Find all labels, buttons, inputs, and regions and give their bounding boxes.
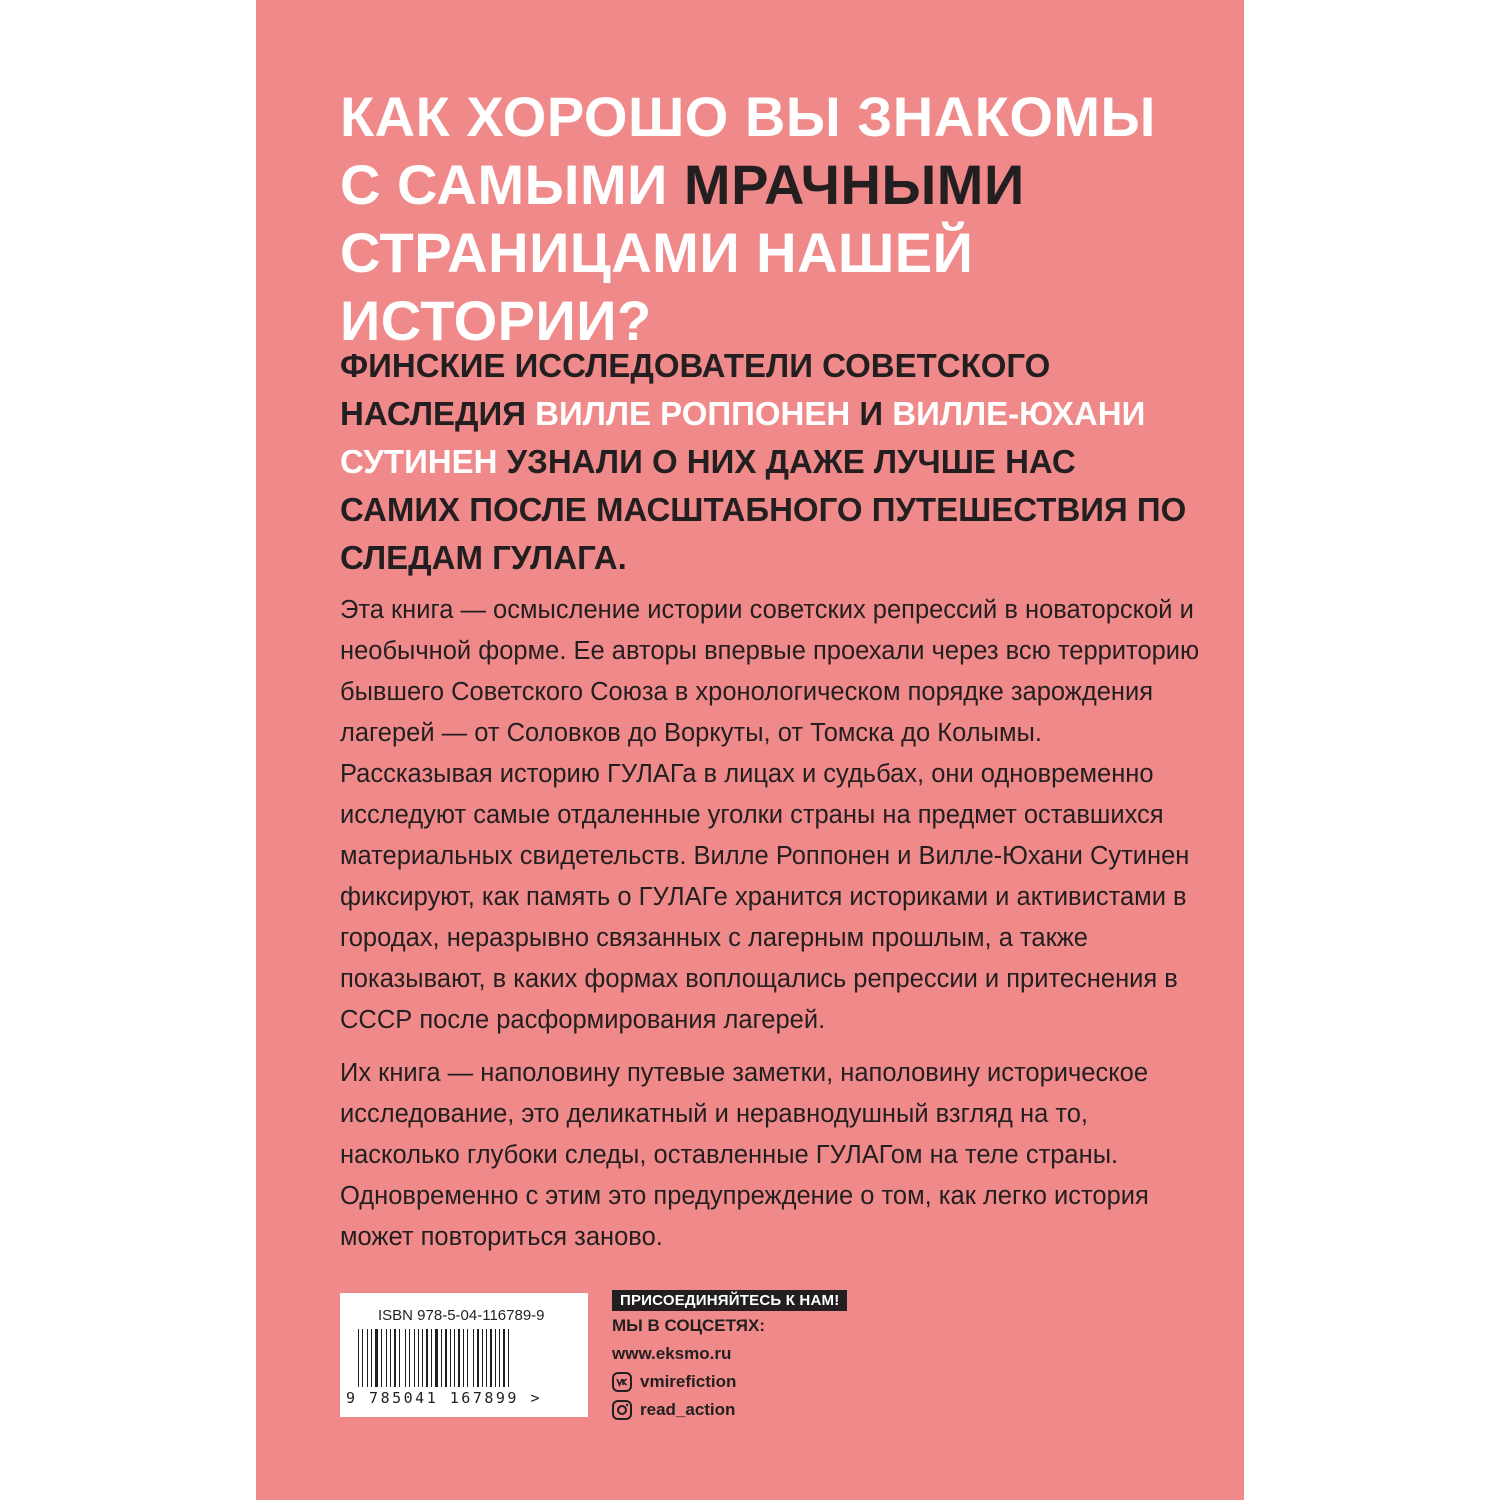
barcode-icon (358, 1329, 572, 1389)
vk-link[interactable] (612, 1369, 932, 1395)
headline-part2: СТРАНИЦАМИ НАШЕЙ ИСТОРИИ? (340, 221, 974, 352)
barcode-digits: 9 785041 167899 > (346, 1389, 543, 1407)
website-link[interactable]: www.eksmo.ru (612, 1344, 732, 1363)
headline-accent: МРАЧНЫМИ (683, 153, 1025, 216)
lead-part1: ФИНСКИЕ ИССЛЕДОВАТЕЛИ СОВЕТСКОГО НАСЛЕДИЯ (340, 347, 1051, 432)
barcode-box (340, 1293, 588, 1417)
lead-part2: УЗНАЛИ О НИХ ДАЖЕ ЛУЧШЕ НАС САМИХ ПОСЛЕ МАСШТАБНОГО ПУТЕШЕСТВИЯ ПО СЛЕДАМ ГУЛАГА. (340, 443, 1187, 576)
networks-label: МЫ В СОЦСЕТЯХ: (612, 1316, 766, 1335)
instagram-icon (612, 1400, 632, 1420)
headline-part1: КАК ХОРОШО ВЫ ЗНАКОМЫ С САМЫМИ (340, 85, 1156, 216)
instagram-handle: read_action (640, 1400, 736, 1419)
lead-paragraph (340, 342, 1200, 582)
vk-icon (612, 1372, 632, 1392)
isbn-label: ISBN 978-5-04-116789-9 (378, 1307, 545, 1324)
lead-author2: ВИЛЛЕ-ЮХАНИ СУТИНЕН (340, 395, 1146, 480)
body-paragraph-1: Эта книга — осмысление истории советских репрессий в новаторской и необычной форме. Ее авторы впервые проехали через всю территорию бывшего Советского Союза в хронологическом порядке зарождения лагерей — от Соловков до Воркуты, от Томска до Колымы. Рассказывая историю ГУЛАГа в лицах и судьбах, они одновременно исследуют самые отдаленные уголки страны на предмет оставшихся материальных свидетельств. Вилле Роппонен и Вилле-Юхани Сутинен фиксируют, как память о ГУЛАГе хранится историками и активистами в городах, неразрывно связанных с лагерным прошлым, а также показывают, в каких формах воплощались репрессии и притеснения в СССР после расформирования лагерей. (340, 596, 1200, 1034)
social-block (612, 1290, 932, 1423)
lead-author1: ВИЛЛЕ РОППОНЕН (535, 395, 851, 432)
body-paragraph-2: Их книга — наполовину путевые заметки, наполовину историческое исследование, это деликатный и неравнодушный взгляд на то, насколько глубоки следы, оставленные ГУЛАГом на теле страны. Одновременно с этим это предупреждение о том, как легко история может повториться заново. (340, 1059, 1149, 1251)
vk-handle: vmirefiction (640, 1372, 737, 1391)
instagram-link[interactable] (612, 1397, 932, 1423)
lead-conj: И (850, 395, 893, 432)
headline (340, 83, 1200, 355)
join-badge: ПРИСОЕДИНЯЙТЕСЬ К НАМ! (612, 1290, 847, 1311)
